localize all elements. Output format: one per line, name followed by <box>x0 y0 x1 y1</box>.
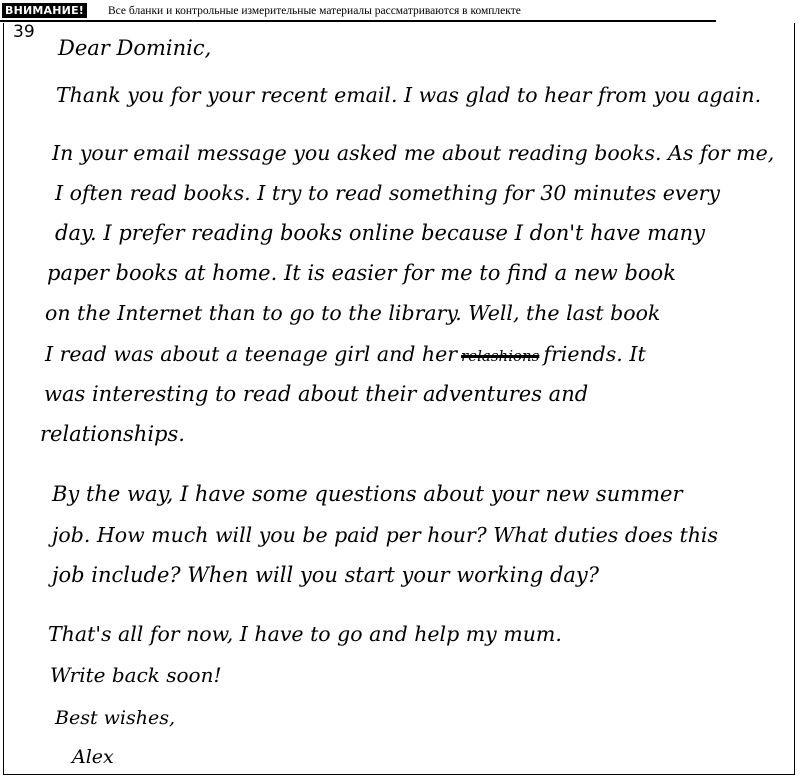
form-notice: Все бланки и контрольные измерительные материалы рассматриваются в комплекте <box>108 5 521 17</box>
letter-greeting: Dear Dominic, <box>58 36 212 60</box>
letter-line: job include? When will you start your working day? <box>52 563 600 587</box>
letter-line: paper books at home. It is easier for me to find a new book <box>47 261 676 285</box>
task-number: 39 <box>13 22 35 42</box>
letter-line: Write back soon! <box>50 663 222 687</box>
letter-line-part: I read was about a teenage girl and her <box>45 342 458 366</box>
letter-line: I often read books. I try to read something for 30 minutes every <box>55 181 720 205</box>
letter-signature: Alex <box>72 746 114 768</box>
letter-line: on the Internet than to go to the library. Well, the last book <box>45 301 661 325</box>
letter-line: That's all for now, I have to go and help my mum. <box>48 622 562 646</box>
letter-line: In your email message you asked me about reading books. As for me, <box>52 141 775 165</box>
letter-line: job. How much will you be paid per hour? What duties does this <box>52 523 718 547</box>
crossed-out-word: relashions <box>461 347 540 365</box>
letter-line: relationships. <box>40 422 185 446</box>
warning-badge: ВНИМАНИЕ! <box>2 3 87 18</box>
letter-line <box>45 339 646 371</box>
letter-line: day. I prefer reading books online because I don't have many <box>55 221 705 245</box>
letter-sign-off: Best wishes, <box>55 707 175 729</box>
letter-line: By the way, I have some questions about your new summer <box>52 482 683 506</box>
letter-line-part: friends. It <box>543 342 646 366</box>
letter-line: was interesting to read about their adventures and <box>44 382 589 406</box>
letter-line: Thank you for your recent email. I was glad to hear from you again. <box>56 83 762 107</box>
